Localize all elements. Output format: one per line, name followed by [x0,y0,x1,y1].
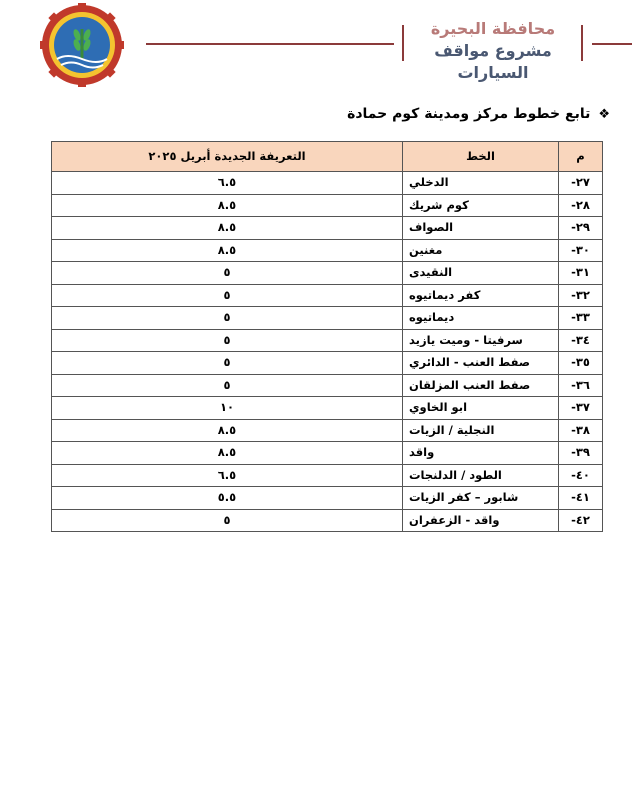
header-divider-line [592,43,632,45]
header-num: م [559,142,603,172]
page-header [0,0,640,90]
row-line: ابو الخاوي [403,397,559,420]
row-fare: ٨.٥ [52,442,403,465]
row-num: ٤٢- [559,509,603,532]
row-num: ٢٩- [559,217,603,240]
section-title-text: تابع خطوط مركز ومدينة كوم حمادة [347,106,591,122]
row-num: ٣٥- [559,352,603,375]
header-title-block [410,18,576,84]
row-line: كوم شريك [403,194,559,217]
row-line: واقد [403,442,559,465]
row-line: النجلية / الزيات [403,419,559,442]
table-row [52,374,603,397]
diamond-bullet-icon: ❖ [598,107,610,122]
section-title [347,104,610,125]
row-num: ٢٨- [559,194,603,217]
header-divider-line [146,43,394,45]
table-row [52,464,603,487]
row-line: سرفيتا - وميت يازيد [403,329,559,352]
table-row [52,284,603,307]
row-num: ٣١- [559,262,603,285]
row-num: ٣٦- [559,374,603,397]
row-num: ٣٩- [559,442,603,465]
header-line: الخط [403,142,559,172]
row-num: ٤١- [559,487,603,510]
row-line: واقد - الزعفران [403,509,559,532]
row-line: ديماتيوه [403,307,559,330]
table-row [52,487,603,510]
tariff-table [51,141,603,532]
row-num: ٣٧- [559,397,603,420]
row-line: الصواف [403,217,559,240]
row-fare: ٥ [52,284,403,307]
row-line: الدخلي [403,172,559,195]
table-row [52,509,603,532]
row-num: ٣٣- [559,307,603,330]
row-fare: ٥ [52,307,403,330]
row-fare: ٦.٥ [52,172,403,195]
row-fare: ٨.٥ [52,217,403,240]
header-fare: التعريفة الجديدة أبريل ٢٠٢٥ [52,142,403,172]
row-fare: ٨.٥ [52,239,403,262]
table-row [52,307,603,330]
table-header-row [52,142,603,172]
table-row [52,239,603,262]
table-row [52,442,603,465]
row-num: ٤٠- [559,464,603,487]
row-fare: ٦.٥ [52,464,403,487]
row-line: مغنين [403,239,559,262]
table-row [52,397,603,420]
row-fare: ١٠ [52,397,403,420]
row-fare: ٥ [52,509,403,532]
row-num: ٣٠- [559,239,603,262]
row-fare: ٥ [52,352,403,375]
project-name: مشروع مواقف السيارات [434,41,552,82]
table-row [52,217,603,240]
governorate-name: محافظة البحيرة [430,19,556,38]
row-line: كفر ديماتيوه [403,284,559,307]
row-line: النقيدى [403,262,559,285]
row-num: ٣٢- [559,284,603,307]
row-line: شابور – كفر الزيات [403,487,559,510]
row-fare: ٥ [52,262,403,285]
row-fare: ٥.٥ [52,487,403,510]
table-row [52,419,603,442]
governorate-emblem-icon [37,3,127,87]
table-row [52,352,603,375]
table-row [52,329,603,352]
row-line: صفط العنب - الدائري [403,352,559,375]
row-num: ٣٨- [559,419,603,442]
row-fare: ٥ [52,329,403,352]
row-fare: ٨.٥ [52,419,403,442]
row-num: ٣٤- [559,329,603,352]
table-row [52,262,603,285]
table-row [52,194,603,217]
header-separator [402,25,404,61]
header-separator [581,25,583,61]
table-row [52,172,603,195]
row-fare: ٨.٥ [52,194,403,217]
row-num: ٢٧- [559,172,603,195]
row-line: صفط العنب المزلقان [403,374,559,397]
row-line: الطود / الدلنجات [403,464,559,487]
row-fare: ٥ [52,374,403,397]
